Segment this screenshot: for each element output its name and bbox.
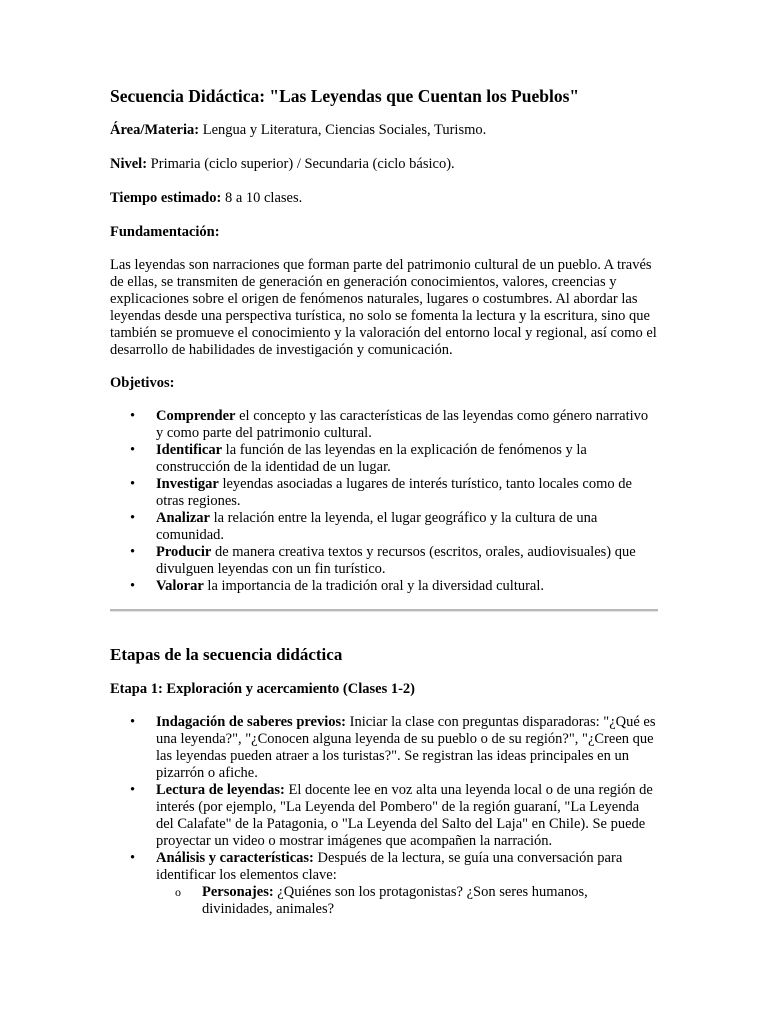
objetivo-keyword: Identificar xyxy=(156,442,223,458)
subitem-text: ¿Quiénes son los protagonistas? ¿Son seres humanos, divinidades, animales? xyxy=(202,884,588,917)
objetivo-keyword: Analizar xyxy=(156,510,210,526)
item-keyword: Indagación de saberes previos: xyxy=(156,714,346,730)
item-text: El docente lee en voz alta una leyenda local o de una región de interés (por ejemplo, "La Leyenda del Pombero" de la región guaraní, "La Leyenda del Calafate" de la Patagonia, o "La Leyenda del Salto del Laja" en Chile). Se puede proyectar un video o mostrar imágenes que acompañen la narración. xyxy=(156,782,653,849)
objetivo-text: la importancia de la tradición oral y la diversidad cultural. xyxy=(203,578,545,594)
list-item xyxy=(110,442,658,476)
objetivo-text: el concepto y las características de las leyendas como género narrativo y como parte del patrimonio cultural. xyxy=(156,408,649,441)
etapas-heading: Etapas de la secuencia didáctica xyxy=(110,645,343,664)
objetivo-text: la función de las leyendas en la explicación de fenómenos y la construcción de la identidad de un lugar. xyxy=(156,442,587,475)
fundamentacion-heading: Fundamentación: xyxy=(110,224,220,240)
etapa1-heading: Etapa 1: Exploración y acercamiento (Clases 1-2) xyxy=(110,681,415,697)
fundamentacion-paragraph: Las leyendas son narraciones que forman parte del patrimonio cultural de un pueblo. A través de ellas, se transmiten de generación en generación conocimientos, valores, creencias y explicaciones sobre el origen de fenómenos naturales, lugares o costumbres. Al abordar las leyendas desde una perspectiva turística, no solo se fomenta la lectura y la escritura, sino que también se promueve el conocimiento y la valoración del entorno local y regional, así como el desarrollo de habilidades de investigación y comunicación. xyxy=(110,257,657,358)
item-keyword: Lectura de leyendas: xyxy=(156,782,285,798)
objetivo-keyword: Producir xyxy=(156,544,212,560)
nivel-value: Primaria (ciclo superior) / Secundaria (ciclo básico). xyxy=(147,156,455,172)
list-item xyxy=(110,578,658,595)
list-item xyxy=(110,510,658,544)
etapa1-sublist xyxy=(156,884,658,918)
horizontal-divider xyxy=(110,609,658,612)
tiempo-value: 8 a 10 clases. xyxy=(221,190,303,206)
item-keyword: Análisis y características: xyxy=(156,850,314,866)
tiempo-label: Tiempo estimado: xyxy=(110,190,222,206)
objetivo-keyword: Comprender xyxy=(156,408,236,424)
list-item xyxy=(110,476,658,510)
subitem-keyword: Personajes: xyxy=(202,884,274,900)
document-title: Secuencia Didáctica: "Las Leyendas que Cuentan los Pueblos" xyxy=(110,86,580,106)
objetivo-keyword: Investigar xyxy=(156,476,219,492)
objetivo-keyword: Valorar xyxy=(156,578,204,594)
nivel-line xyxy=(110,156,455,173)
area-materia-line xyxy=(110,122,486,139)
nivel-label: Nivel: xyxy=(110,156,148,172)
objetivo-text: la relación entre la leyenda, el lugar geográfico y la cultura de una comunidad. xyxy=(156,510,598,543)
list-item xyxy=(110,544,658,578)
list-item xyxy=(110,782,658,850)
item-text: Iniciar la clase con preguntas disparadoras: "¿Qué es una leyenda?", "¿Conocen alguna leyenda de su pueblo o de su región?", "¿Creen que las leyendas pueden atraer a los turistas?". Se registran las ideas principales en un pizarrón o afiche. xyxy=(156,714,656,781)
objetivos-heading: Objetivos: xyxy=(110,375,175,391)
tiempo-line xyxy=(110,190,302,207)
area-value: Lengua y Literatura, Ciencias Sociales, Turismo. xyxy=(199,122,487,138)
list-item xyxy=(110,714,658,782)
etapa1-list xyxy=(110,714,658,918)
area-label: Área/Materia: xyxy=(110,122,200,138)
objetivo-text: leyendas asociadas a lugares de interés turístico, tanto locales como de otras regiones. xyxy=(156,476,632,509)
list-item xyxy=(156,884,658,918)
list-item xyxy=(110,408,658,442)
item-text: Después de la lectura, se guía una conversación para identificar los elementos clave: xyxy=(156,850,623,883)
objetivos-list xyxy=(110,408,658,595)
objetivo-text: de manera creativa textos y recursos (escritos, orales, audiovisuales) que divulguen leyendas con un fin turístico. xyxy=(156,544,636,577)
list-item xyxy=(110,850,658,918)
